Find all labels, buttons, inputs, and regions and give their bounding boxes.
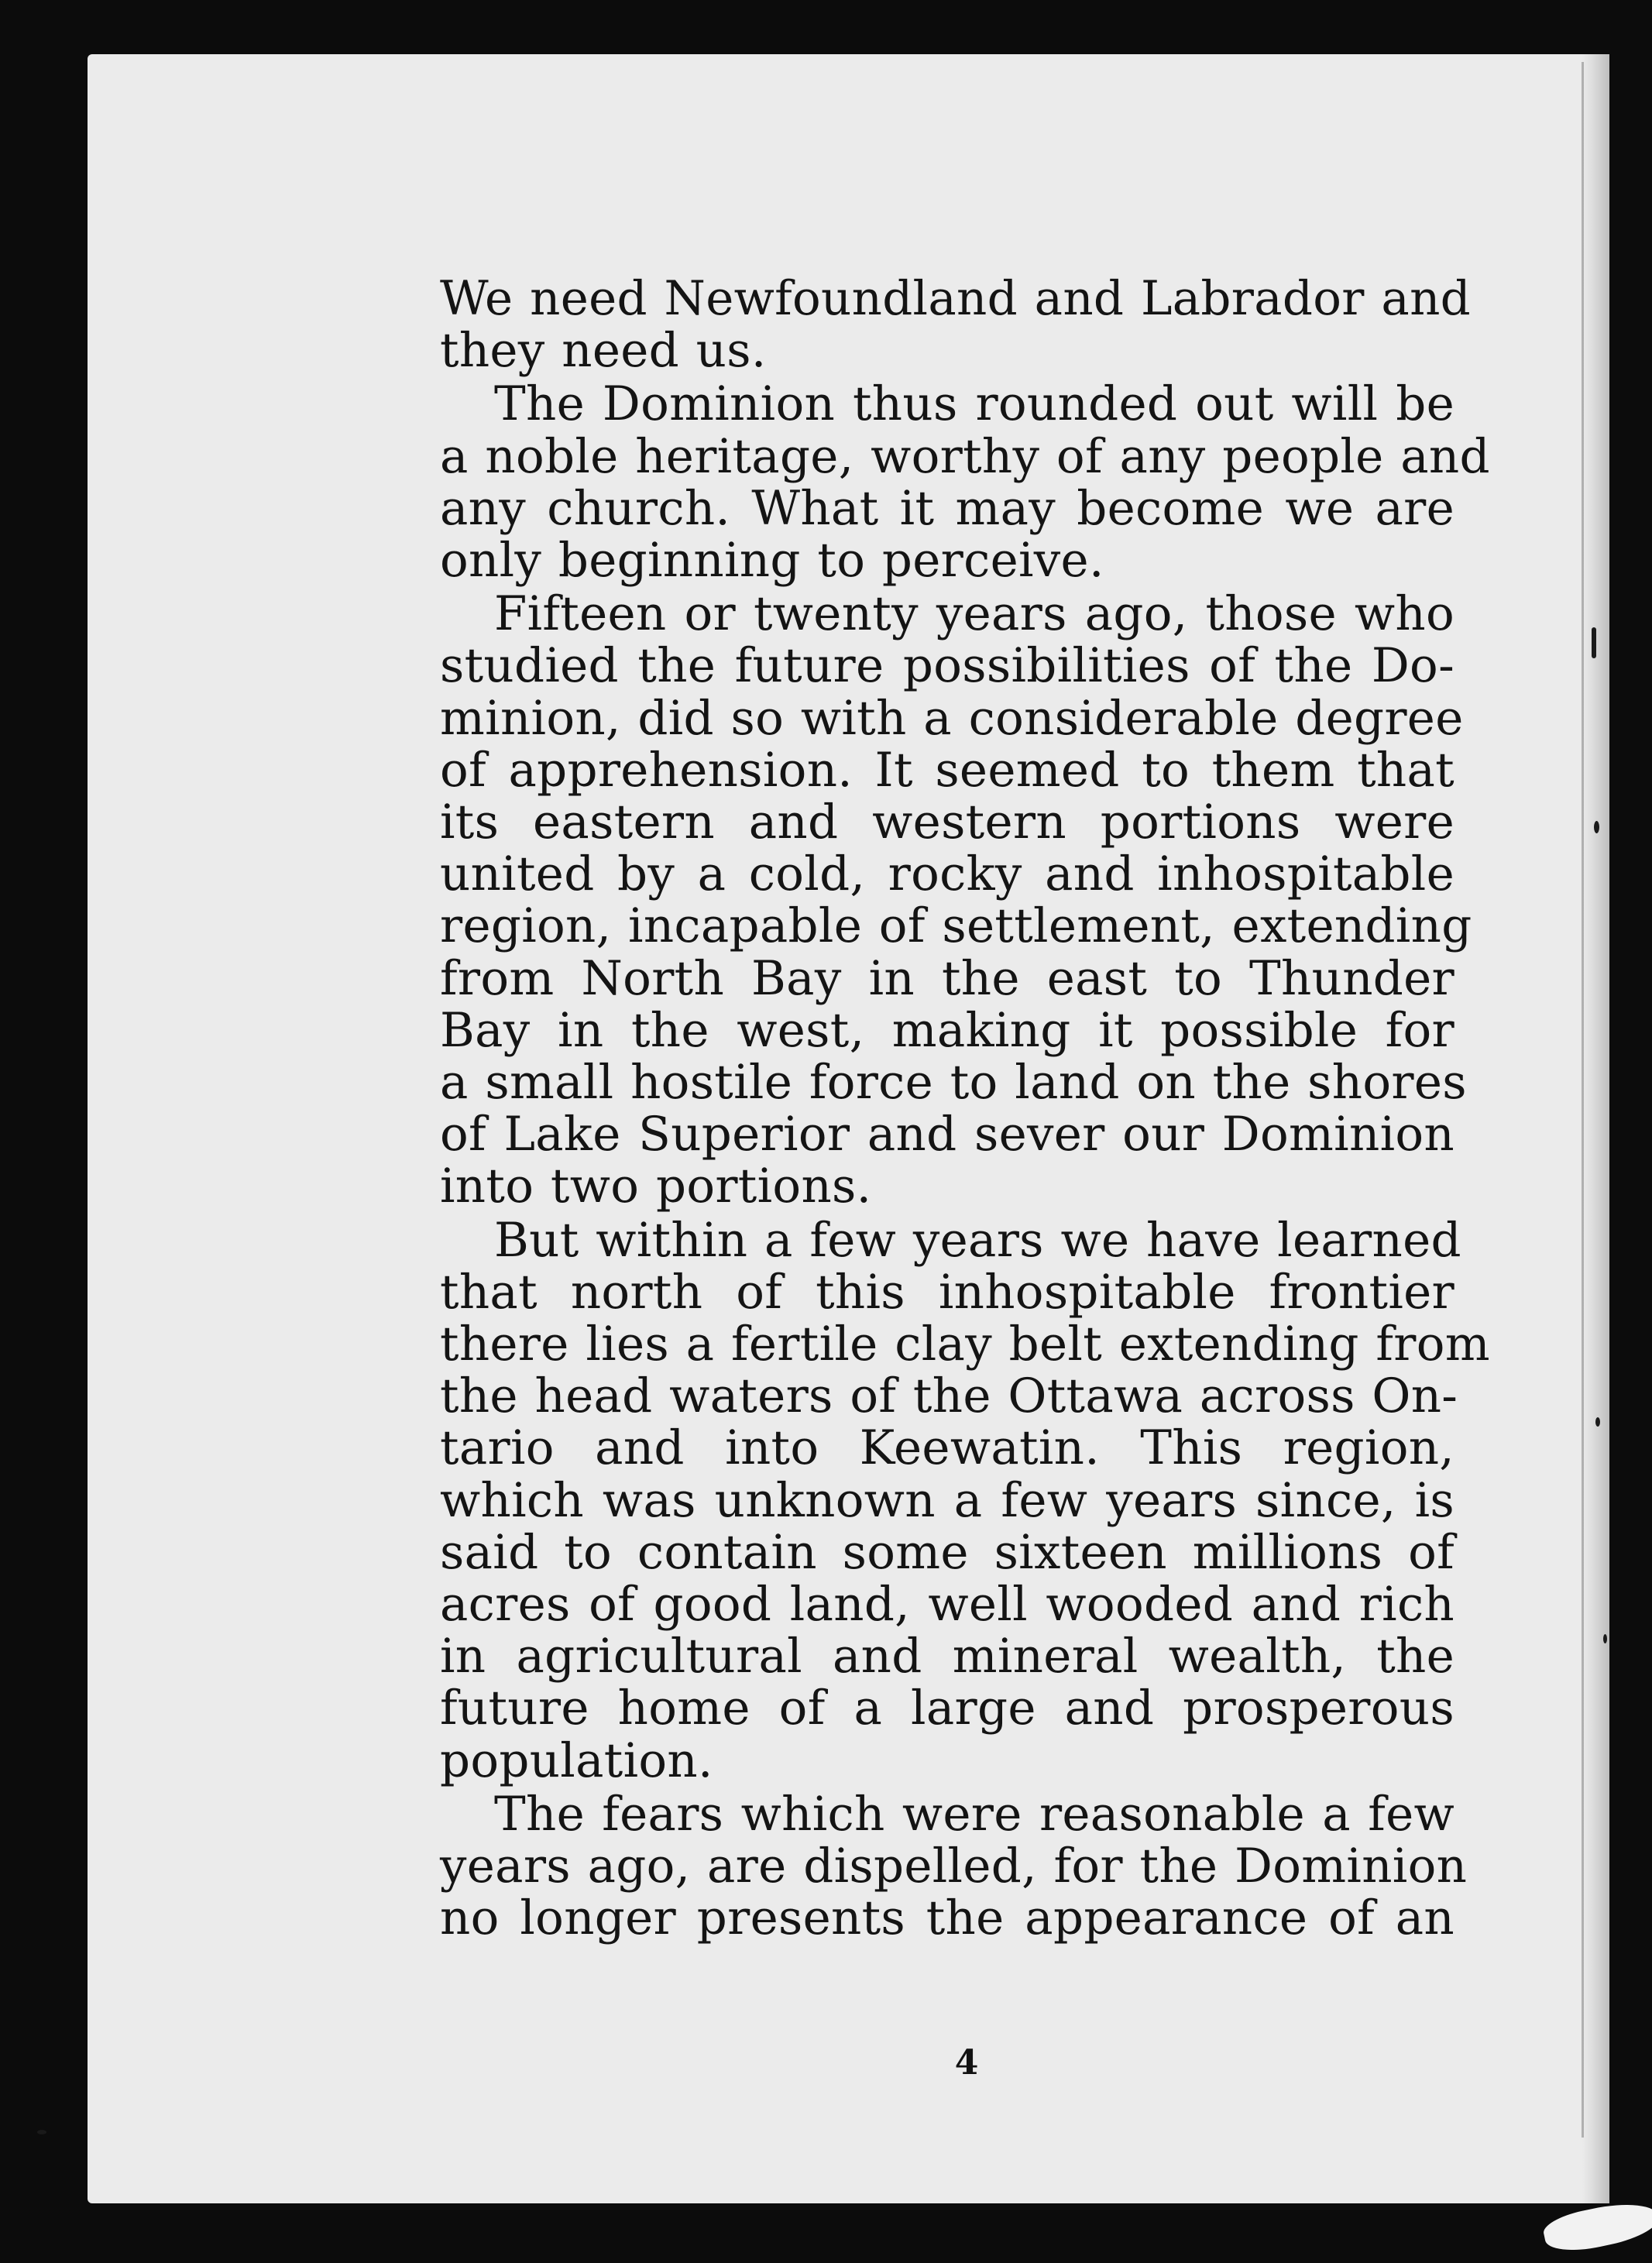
text-line: a noble heritage, worthy of any people and — [440, 428, 1490, 484]
text-line: region, incapable of settlement, extending — [440, 898, 1472, 954]
body-text — [440, 271, 1490, 1946]
scan-speck — [37, 2130, 46, 2134]
text-line: said to contain some sixteen millions of — [440, 1524, 1455, 1580]
text-line: Bay in the west, making it possible for — [440, 1002, 1455, 1058]
text-line: from North Bay in the east to Thunder — [440, 950, 1455, 1006]
text-line: that north of this inhospitable frontier — [440, 1264, 1455, 1320]
scan-speck — [1592, 627, 1596, 658]
text-line: a small hostile force to land on the shores — [440, 1055, 1467, 1111]
text-line: years ago, are dispelled, for the Dominion — [440, 1839, 1468, 1894]
page-number: 4 — [954, 2043, 979, 2083]
text-line: no longer presents the appearance of an — [440, 1890, 1455, 1946]
text-line: its eastern and western portions were — [440, 795, 1455, 850]
text-line: only beginning to perceive. — [440, 533, 1104, 589]
text-line: united by a cold, rocky and inhospitable — [440, 846, 1455, 902]
text-line: minion, did so with a considerable degree — [440, 690, 1464, 746]
document-page — [88, 54, 1609, 2203]
text-line: population. — [440, 1732, 713, 1788]
text-line: of Lake Superior and sever our Dominion — [440, 1107, 1455, 1162]
text-line: the head waters of the Ottawa across On- — [440, 1368, 1458, 1424]
text-line: We need Newfoundland and Labrador and — [440, 271, 1472, 326]
text-line: The Dominion thus rounded out will be — [494, 376, 1455, 432]
text-line: studied the future possibilities of the Do- — [440, 638, 1455, 694]
text-line: tario and into Keewatin. This region, — [440, 1420, 1455, 1476]
text-line: The fears which were reasonable a few — [494, 1786, 1455, 1842]
text-line: in agricultural and mineral wealth, the — [440, 1629, 1455, 1684]
page-gutter-shadow — [1582, 54, 1609, 2203]
text-line: of apprehension. It seemed to them that — [440, 742, 1455, 798]
scan-speck — [1603, 1634, 1607, 1643]
text-line: But within a few years we have learned — [494, 1212, 1461, 1268]
text-line: into two portions. — [440, 1159, 872, 1214]
text-line: they need us. — [440, 323, 767, 379]
binding-edge-line — [1582, 62, 1584, 2138]
text-line: any church. What it may become we are — [440, 480, 1455, 536]
scan-speck — [1594, 821, 1599, 833]
text-line: which was unknown a few years since, is — [440, 1472, 1455, 1528]
scan-speck — [1595, 1417, 1600, 1427]
text-line: Fifteen or twenty years ago, those who — [494, 586, 1455, 642]
text-line: future home of a large and prosperous — [440, 1681, 1455, 1736]
text-line: there lies a fertile clay belt extending from — [440, 1317, 1490, 1372]
scan-blot — [1540, 2196, 1652, 2258]
text-line: acres of good land, well wooded and rich — [440, 1577, 1455, 1633]
